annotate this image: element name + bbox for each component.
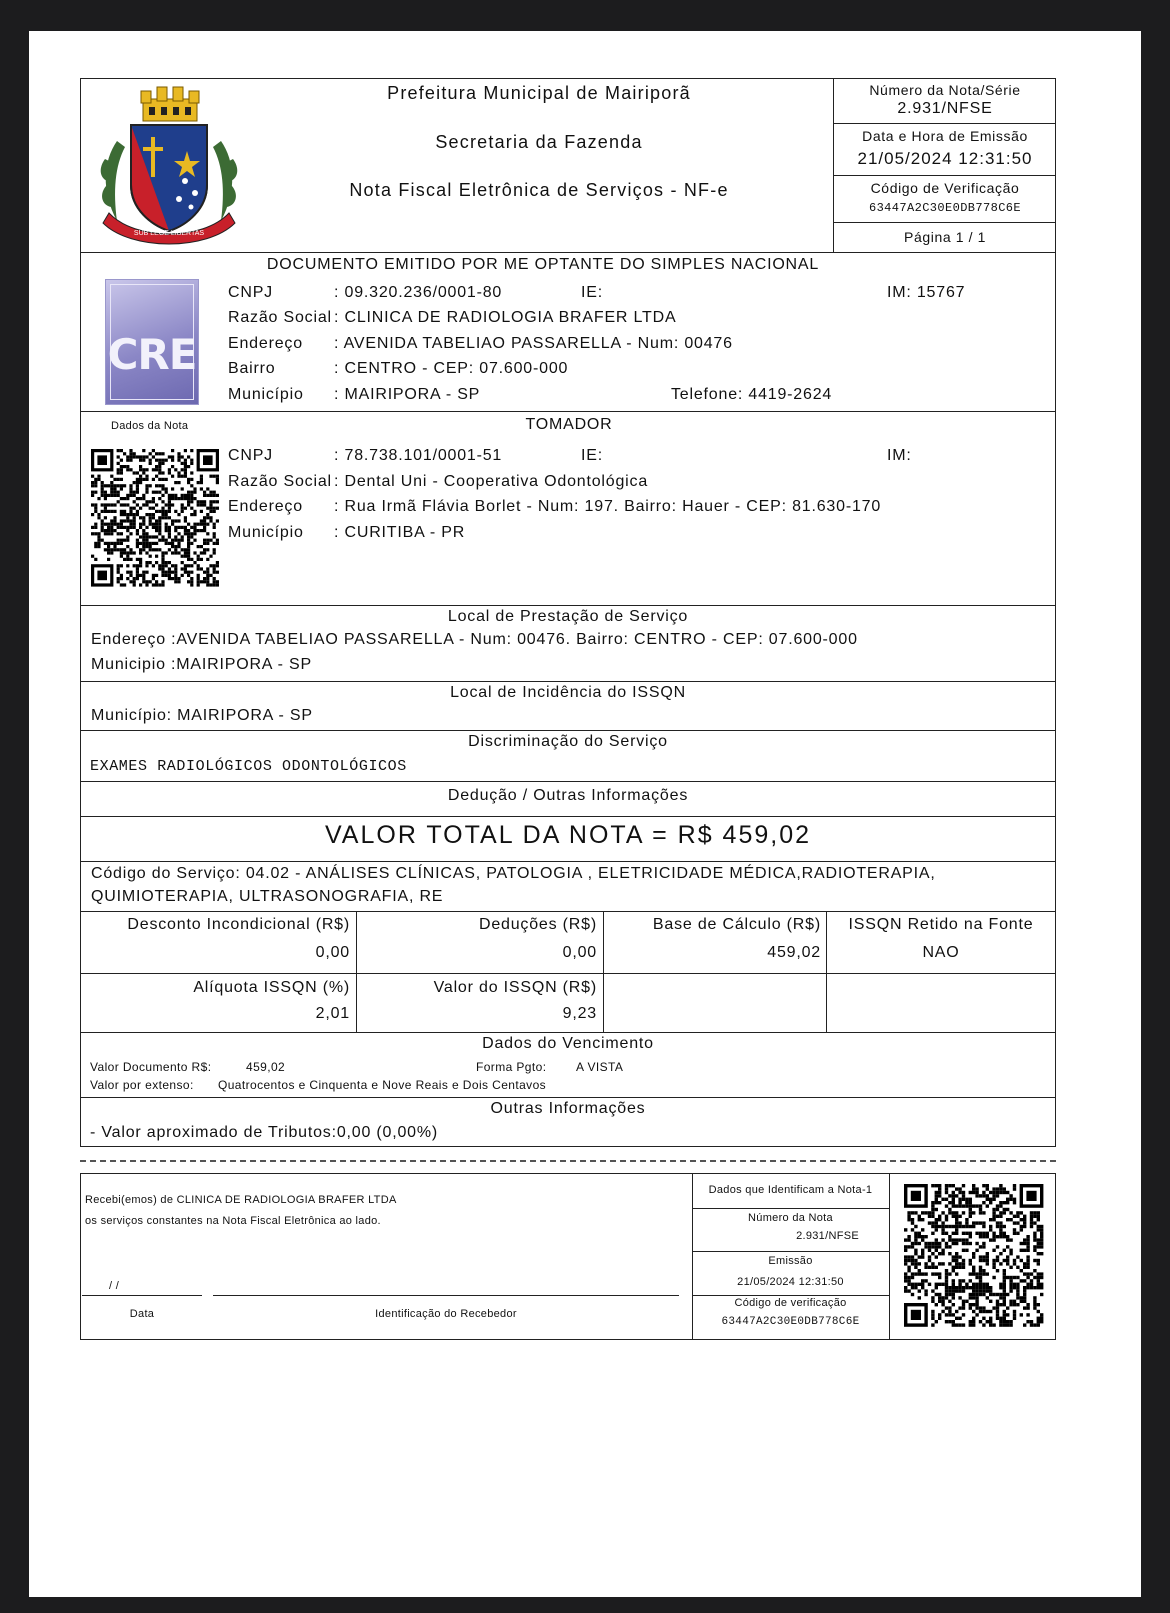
- prefeitura-title: Prefeitura Municipal de Mairiporã: [387, 83, 691, 103]
- prestador-municipio-label: Município: [228, 386, 304, 403]
- recibo-codigo-value: 63447A2C30E0DB778C6E: [721, 1316, 860, 1328]
- prestador-razao-label: Razão Social: [228, 309, 332, 326]
- deducoes-value: 0,00: [562, 944, 597, 961]
- codigo-servico-line2: QUIMIOTERAPIA, ULTRASONOGRAFIA, RE: [91, 888, 444, 905]
- recibo-numero-value: 2.931/NFSE: [796, 1230, 859, 1242]
- nfse-document: [29, 31, 1141, 1597]
- recibo-codigo-label: Código de verificação: [734, 1297, 847, 1309]
- codigo-servico-line1: Código do Serviço: 04.02 - ANÁLISES CLÍNICAS, PATOLOGIA , ELETRICIDADE MÉDICA,RADIOTERAPIA,: [91, 865, 936, 882]
- codigo-verificacao-label: Código de Verificação: [870, 180, 1020, 196]
- prestador-bairro-value: : CENTRO - CEP: 07.600-000: [334, 360, 569, 377]
- prestador-endereco-label: Endereço: [228, 335, 303, 352]
- valor-issqn-label: Valor do ISSQN (R$): [433, 979, 597, 996]
- simples-nacional-text: DOCUMENTO EMITIDO POR ME OPTANTE DO SIMPLES NACIONAL: [266, 256, 820, 273]
- local-prestacao-endereco: Endereço :AVENIDA TABELIAO PASSARELLA - Num: 00476. Bairro: CENTRO - CEP: 07.600-000: [91, 631, 858, 648]
- prestador-telefone: Telefone: 4419-2624: [671, 386, 833, 403]
- pagina-label: Página 1 / 1: [904, 229, 986, 245]
- tomador-cnpj-label: CNPJ: [228, 447, 273, 464]
- recibo-line2: os serviços constantes na Nota Fiscal Eletrônica ao lado.: [85, 1215, 381, 1227]
- desconto-value: 0,00: [315, 944, 350, 961]
- codigo-verificacao-value: 63447A2C30E0DB778C6E: [868, 201, 1022, 215]
- outras-info-text: - Valor aproximado de Tributos:0,00 (0,00%): [90, 1124, 439, 1141]
- valor-extenso-value: Quatrocentos e Cinquenta e Nove Reais e Dois Centavos: [218, 1078, 547, 1092]
- recibo-identificacao-label: Identificação do Recebedor: [375, 1308, 517, 1320]
- prestador-ie-label: IE:: [581, 284, 603, 301]
- municipal-crest-icon: [95, 81, 243, 247]
- forma-pgto-label: Forma Pgto:: [476, 1060, 547, 1074]
- tomador-municipio-label: Município: [228, 524, 304, 541]
- discriminacao-text: EXAMES RADIOLÓGICOS ODONTOLÓGICOS: [90, 758, 407, 775]
- recebedor-signature-line[interactable]: [213, 1295, 679, 1296]
- cre-logo-text: CRE: [107, 330, 197, 379]
- outras-info-title: Outras Informações: [490, 1100, 646, 1117]
- local-prestacao-municipio: Municipio :MAIRIPORA - SP: [91, 656, 312, 673]
- recibo-data-label: Data: [129, 1308, 155, 1320]
- tomador-razao-value: : Dental Uni - Cooperativa Odontológica: [334, 473, 649, 490]
- prestador-cnpj-value: : 09.320.236/0001-80: [334, 284, 503, 301]
- qr-code-icon: [91, 449, 221, 589]
- base-calculo-value: 459,02: [767, 944, 821, 961]
- numero-nota-value: 2.931/NFSE: [897, 100, 993, 117]
- recibo-line1: Recebi(emos) de CLINICA DE RADIOLOGIA BRAFER LTDA: [85, 1194, 397, 1206]
- recibo-numero-label: Número da Nota: [748, 1212, 833, 1224]
- numero-nota-label: Número da Nota/Série: [869, 82, 1021, 98]
- prestador-im: IM: 15767: [887, 284, 966, 301]
- secretaria-title: Secretaria da Fazenda: [435, 132, 643, 152]
- tomador-municipio-value: : CURITIBA - PR: [334, 524, 466, 541]
- tomador-im-label: IM:: [887, 447, 912, 464]
- data-emissao-label: Data e Hora de Emissão: [862, 128, 1028, 144]
- prestador-box: [80, 252, 1056, 412]
- valor-total: VALOR TOTAL DA NOTA = R$ 459,02: [324, 821, 812, 849]
- tomador-title: TOMADOR: [525, 416, 613, 433]
- issqn-retido-label: ISSQN Retido na Fonte: [848, 916, 1034, 933]
- discriminacao-title: Discriminação do Serviço: [468, 733, 668, 750]
- tomador-ie-label: IE:: [581, 447, 603, 464]
- tomador-razao-label: Razão Social: [228, 473, 332, 490]
- aliquota-label: Alíquota ISSQN (%): [193, 979, 350, 996]
- prestador-endereco-value: : AVENIDA TABELIAO PASSARELLA - Num: 00476: [334, 335, 733, 352]
- valor-extenso-label: Valor por extenso:: [90, 1078, 194, 1092]
- tomador-endereco-value: : Rua Irmã Flávia Borlet - Num: 197. Bairro: Hauer - CEP: 81.630-170: [334, 498, 882, 515]
- simples-nacional-title: [80, 256, 1056, 274]
- nfse-title: Nota Fiscal Eletrônica de Serviços - NF-e: [349, 180, 729, 200]
- tomador-cnpj-value: : 78.738.101/0001-51: [334, 447, 503, 464]
- crest-motto: SUB LEGE LIBERTAS: [133, 230, 205, 237]
- prestador-razao-value: : CLINICA DE RADIOLOGIA BRAFER LTDA: [334, 309, 677, 326]
- recibo-date-blank: / /: [109, 1280, 120, 1292]
- data-emissao-value: 21/05/2024 12:31:50: [857, 149, 1033, 168]
- qr-code-icon: [904, 1184, 1044, 1327]
- recibo-emissao-label: Emissão: [768, 1255, 813, 1267]
- issqn-retido-value: NAO: [922, 944, 960, 961]
- prestador-bairro-label: Bairro: [228, 360, 276, 377]
- deducoes-label: Deduções (R$): [478, 916, 597, 933]
- dados-da-nota-label: Dados da Nota: [111, 420, 189, 432]
- local-prestacao-title: Local de Prestação de Serviço: [447, 608, 689, 625]
- forma-pgto-value: A VISTA: [576, 1060, 624, 1074]
- dados-identificam-label: Dados que Identificam a Nota-1: [708, 1184, 873, 1196]
- tomador-endereco-label: Endereço: [228, 498, 303, 515]
- desconto-label: Desconto Incondicional (R$): [127, 916, 350, 933]
- valor-documento-value: 459,02: [246, 1060, 286, 1074]
- recibo-emissao-value: 21/05/2024 12:31:50: [737, 1276, 844, 1288]
- valor-documento-label: Valor Documento R$:: [90, 1060, 212, 1074]
- valor-issqn-value: 9,23: [562, 1005, 597, 1022]
- vencimento-title: Dados do Vencimento: [482, 1035, 654, 1052]
- cut-line: [80, 1160, 1056, 1162]
- local-incidencia-title: Local de Incidência do ISSQN: [450, 684, 686, 701]
- prestador-municipio-value: : MAIRIPORA - SP: [334, 386, 481, 403]
- base-calculo-label: Base de Cálculo (R$): [652, 916, 821, 933]
- aliquota-value: 2,01: [315, 1005, 350, 1022]
- local-incidencia-municipio: Município: MAIRIPORA - SP: [91, 707, 313, 724]
- cre-logo: [105, 279, 199, 405]
- prestador-cnpj-label: CNPJ: [228, 284, 273, 301]
- deducao-title: Dedução / Outras Informações: [447, 787, 689, 804]
